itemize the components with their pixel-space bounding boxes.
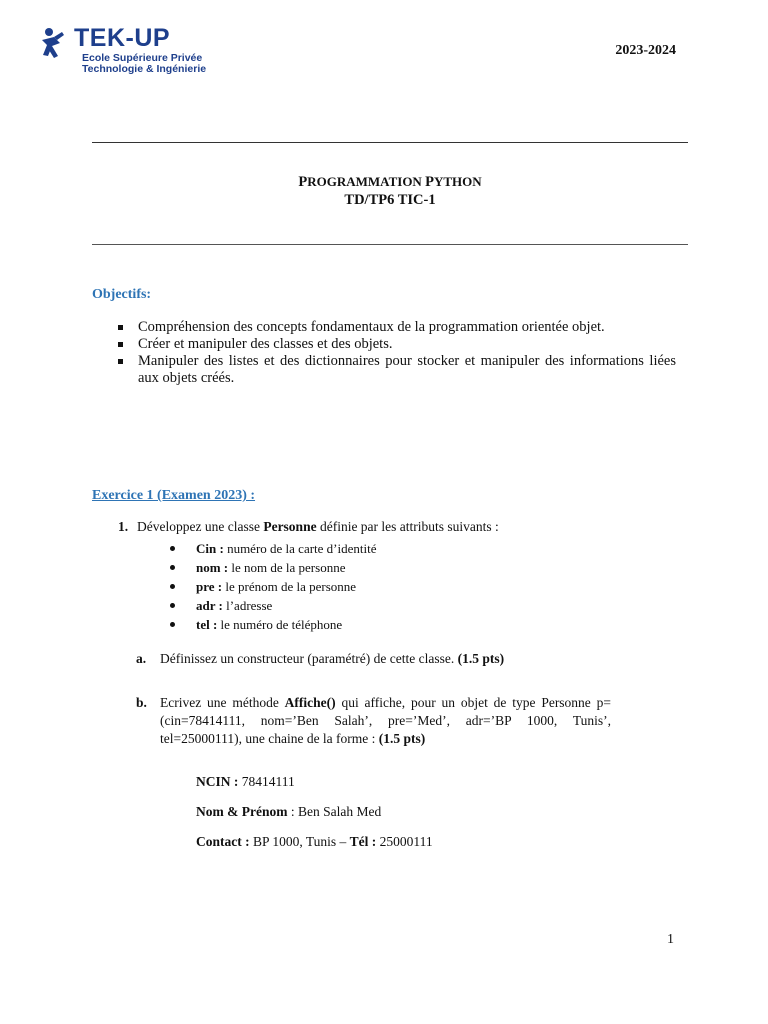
course-title-line1: PROGRAMMATION PYTHON xyxy=(298,174,482,190)
course-title xyxy=(92,173,688,209)
objectives-list xyxy=(118,319,676,387)
logo-figure-icon xyxy=(38,26,74,66)
list-item: tel : le numéro de téléphone xyxy=(170,615,377,634)
square-bullet-icon xyxy=(118,359,123,364)
round-bullet-icon xyxy=(170,565,175,570)
question-number: 1. xyxy=(118,519,129,534)
list-item: Compréhension des concepts fondamentaux de la programmation orientée objet. xyxy=(118,319,676,336)
objectives-heading: Objectifs: xyxy=(92,287,152,302)
class-name: Personne xyxy=(263,519,317,534)
list-item: pre : le prénom de la personne xyxy=(170,577,377,596)
bottom-divider xyxy=(92,244,688,245)
logo-name: TEK-UP xyxy=(74,24,171,52)
round-bullet-icon xyxy=(170,622,175,627)
list-item: Créer et manipuler des classes et des objets. xyxy=(118,336,676,353)
output-name: Nom & Prénom : Ben Salah Med xyxy=(196,804,382,819)
method-name: Affiche() xyxy=(284,695,336,710)
output-contact: Contact : BP 1000, Tunis – Tél : 25000111 xyxy=(196,834,433,849)
school-logo xyxy=(38,24,207,75)
logo-subtitle-line2: Technologie & Ingénierie xyxy=(82,63,207,75)
list-item: adr : l’adresse xyxy=(170,596,377,615)
round-bullet-icon xyxy=(170,603,175,608)
list-item: Manipuler des listes et des dictionnaires pour stocker et manipuler des informations liées aux objets créés. xyxy=(118,353,676,387)
list-item: Cin : numéro de la carte d’identité xyxy=(170,539,377,558)
square-bullet-icon xyxy=(118,325,123,330)
exercise-heading: Exercice 1 (Examen 2023) : xyxy=(92,488,256,503)
square-bullet-icon xyxy=(118,342,123,347)
logo-subtitle-line1: Ecole Supérieure Privée xyxy=(82,52,203,64)
points: (1.5 pts) xyxy=(457,651,505,666)
points: (1.5 pts) xyxy=(378,731,426,746)
top-divider xyxy=(92,142,688,143)
page-number: 1 xyxy=(667,932,674,947)
attribute-list xyxy=(170,539,377,634)
output-ncin: NCIN : 78414111 xyxy=(196,774,295,789)
round-bullet-icon xyxy=(170,546,175,551)
round-bullet-icon xyxy=(170,584,175,589)
course-title-line2: TD/TP6 TIC-1 xyxy=(344,192,436,208)
list-item: nom : le nom de la personne xyxy=(170,558,377,577)
academic-year: 2023-2024 xyxy=(615,43,676,58)
question-1: 1. Développez une classe Personne définie par les attributs suivants : xyxy=(118,519,499,534)
